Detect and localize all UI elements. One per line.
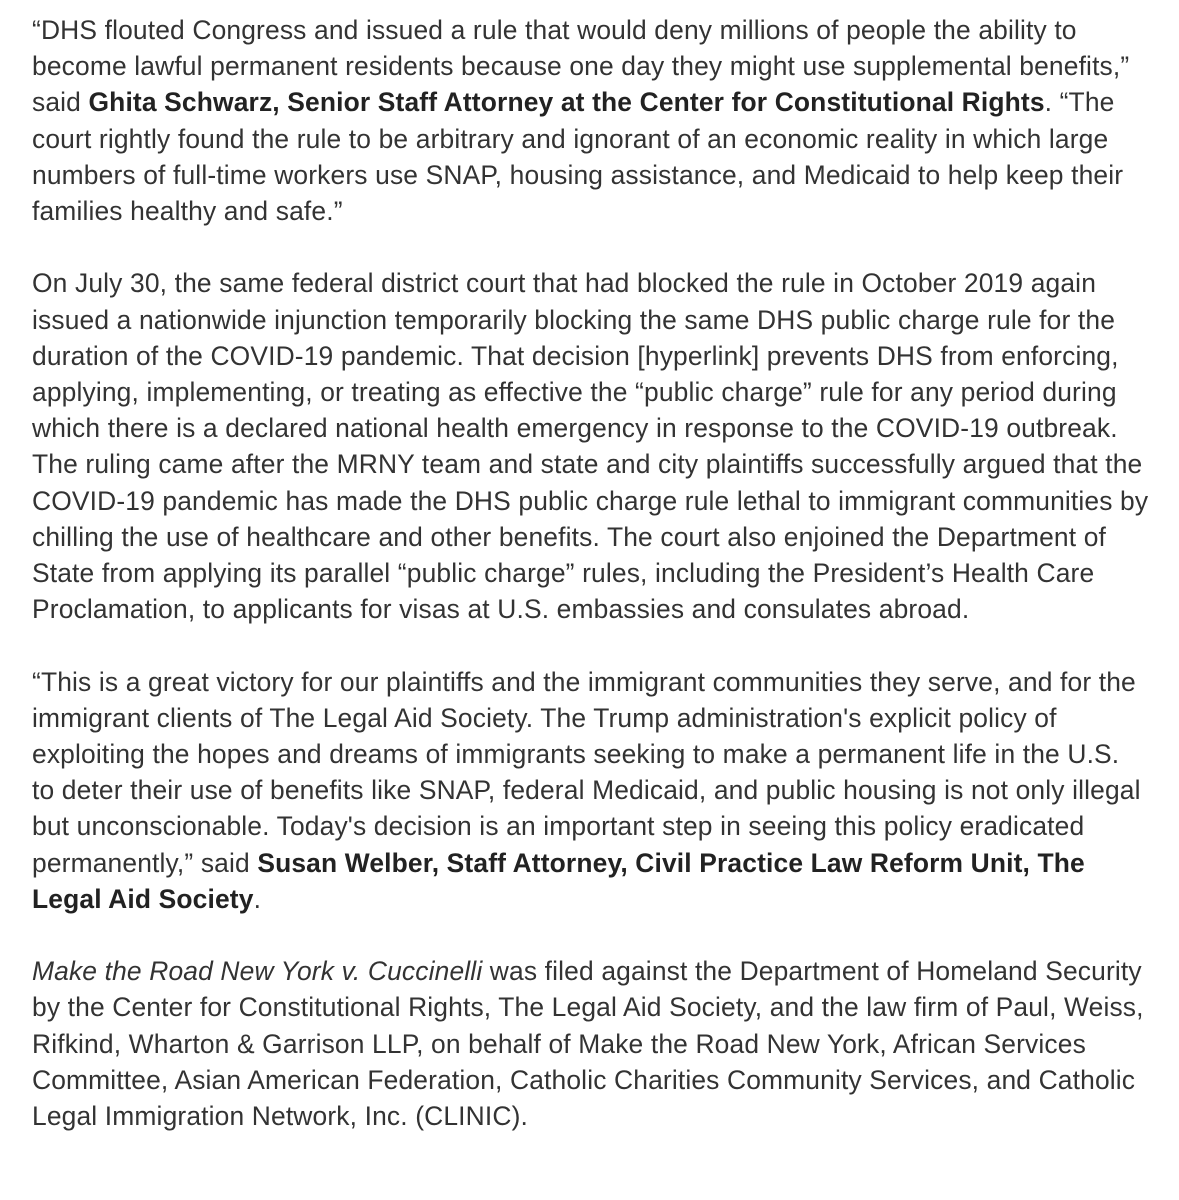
paragraph-welber-quote (32, 664, 1149, 917)
paragraph-schwarz-quote (32, 12, 1149, 229)
paragraph-case-info (32, 953, 1149, 1134)
quote-end: . (253, 883, 262, 914)
speaker-attribution: Ghita Schwarz, Senior Staff Attorney at the Center for Constitutional Rights (88, 87, 1045, 118)
speaker-attribution: Susan Welber, Staff Attorney, Civil Practice Law Reform Unit, The Legal Aid Society (32, 847, 1085, 914)
quote-text: “This is a great victory for our plaintiffs and the immigrant communities they serve, and for the immigrant clients of The Legal Aid Society. The Trump administration's explicit policy of exploiting the hopes and dreams of immigrants seeking to make a permanent life in the U.S. to deter their use of benefits like SNAP, federal Medicaid, and public housing is not only illegal but unconscionable. Today's decision is an important step in seeing this policy eradicated permanently,” said (32, 666, 1141, 878)
case-description: was filed against the Department of Homeland Security by the Center for Constitutional Rights, The Legal Aid Society, and the law firm of Paul, Weiss, Rifkind, Wharton & Garrison LLP, on behalf of Make the Road New York, African Services Committee, Asian American Federation, Catholic Charities Community Services, and Catholic Legal Immigration Network, Inc. (CLINIC). (32, 956, 1144, 1132)
case-name: Make the Road New York v. Cuccinelli (32, 956, 483, 987)
quote-text: “DHS flouted Congress and issued a rule that would deny millions of people the ability to become lawful permanent residents because one day they might use supplemental benefits,” said (32, 15, 1130, 118)
paragraph-injunction (32, 265, 1149, 627)
injunction-text: On July 30, the same federal district court that had blocked the rule in October 2019 again issued a nationwide injunction temporarily blocking the same DHS public charge rule for the duration of the COVID-19 pandemic. That decision [hyperlink] prevents DHS from enforcing, applying, implementing, or treating as effective the “public charge” rule for any period during which there is a declared national health emergency in response to the COVID-19 outbreak. The ruling came after the MRNY team and state and city plaintiffs successfully argued that the COVID-19 pandemic has made the DHS public charge rule lethal to immigrant communities by chilling the use of healthcare and other benefits. The court also enjoined the Department of State from applying its parallel “public charge” rules, including the President’s Health Care Proclamation, to applicants for visas at U.S. embassies and consulates abroad. (32, 268, 1149, 625)
quote-continuation: . “The court rightly found the rule to be arbitrary and ignorant of an economic reality in which large numbers of full-time workers use SNAP, housing assistance, and Medicaid to help keep their families healthy and safe.” (32, 87, 1124, 227)
